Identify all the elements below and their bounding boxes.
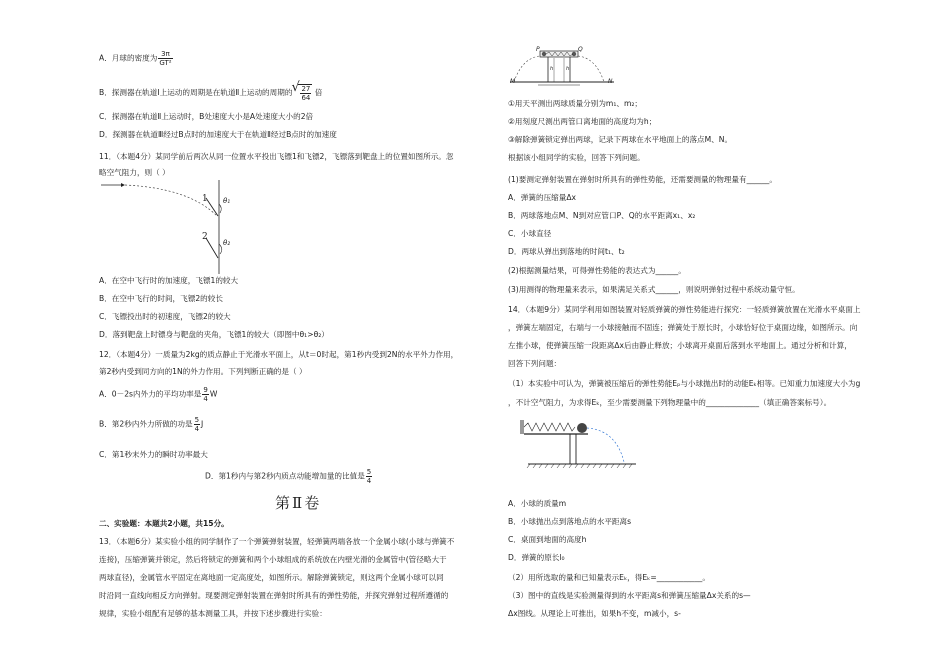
q11-option-d: D．落到靶盘上时镖身与靶盘的夹角，飞镖1的较大（即图中θ₁>θ₂） — [99, 330, 329, 339]
question-13-line-1: 13．（本题6分）某实验小组的同学制作了一个弹簧弹射装置，轻弹簧两端各放一个金属小球(小球与弹簧不 — [99, 537, 455, 546]
option-b-text: B．探测器在轨道Ⅰ上运动的周期是在轨道Ⅱ上运动的周期的 — [99, 88, 293, 97]
spring-table-figure — [520, 416, 640, 474]
label-n: N — [608, 78, 613, 85]
step-2: ②用刻度尺测出两管口离地面的高度均为h； — [508, 117, 657, 126]
step-1: ①用天平测出两球质量分别为m₁、m₂； — [508, 99, 643, 108]
numerator: 5 — [194, 416, 200, 424]
option-b — [99, 84, 322, 102]
unit: W — [209, 389, 218, 399]
numerator: 9 — [203, 386, 208, 394]
question-13-line-2: 连接)，压缩弹簧并锁定，然后将锁定的弹簧和两个小球组成的系统放在内壁光滑的金属管中(管径略大于 — [99, 555, 447, 564]
question-14-line-2: ，弹簧左端固定，右端与一小球接触而不固连；弹簧处于原长时，小球恰好位于桌面边缘，如图所示。向 — [508, 323, 858, 332]
sub-question-3: (3)用测得的物理量来表示，如果满足关系式______，则说明弹射过程中系统动量守恒。 — [508, 285, 800, 294]
question-14-part-1b: ，不计空气阻力，为求得Eₖ，至少需要测量下列物理量中的______________（填正确答案标号）。 — [508, 398, 832, 407]
denominator: 4 — [366, 477, 372, 485]
sub-question-2: (2)根据测量结果，可得弹性势能的表达式为______。 — [508, 266, 686, 275]
question-13-line-4: 时沿同一直线向相反方向弹射。现要测定弹射装置在弹射时所具有的弹性势能，并探究弹射过程所遵循的 — [99, 591, 449, 600]
question-14-part-1a: （1）本实验中可认为，弹簧被压缩后的弹性势能Eₚ与小球抛出时的动能Eₖ相等。已知重力加速度大小为g — [508, 379, 861, 388]
spring-launcher-figure — [508, 40, 618, 90]
step-3: ③解除弹簧锁定弹出两球，记录下两球在水平地面上的落点M、N。 — [508, 135, 733, 144]
fraction — [300, 85, 311, 102]
q12-option-c: C．第1秒末外力的瞬时功率最大 — [99, 450, 208, 459]
label-q: Q — [578, 46, 583, 53]
option-b-suffix: 倍 — [314, 88, 323, 97]
numerator: √ 27 — [301, 85, 311, 93]
q12-option-b — [99, 416, 203, 433]
dart-figure — [99, 176, 299, 276]
label-p: P — [536, 46, 540, 53]
denominator: GT² — [159, 59, 172, 67]
question-12: 12．（本题4分）一质量为2kg的质点静止于光滑水平面上，从t＝0时起，第1秒内受到2N的水平外力作用， — [99, 350, 459, 359]
sub-question-1: (1)要测定弹射装置在弹射时所具有的弹性势能，还需要测量的物理量有______。 — [508, 175, 777, 184]
question-14-part-2: （2）用所选取的量和已知量表示Eₖ，得Eₖ=____________。 — [508, 573, 710, 582]
q12-option-d — [205, 468, 373, 485]
denominator: 4 — [203, 395, 208, 403]
denominator: 4 — [194, 425, 200, 433]
section-2-heading: 二、实验题：本题共2小题，共15分。 — [99, 519, 229, 528]
fraction — [194, 416, 200, 433]
option-c: C．探测器在轨道Ⅱ上运动时，B处速度大小是A处速度大小的2倍 — [99, 112, 314, 121]
question-14-line-1: 14．（本题9分）某同学利用如图装置对轻质弹簧的弹性势能进行探究：一轻质弹簧放置在光滑水平桌面上 — [508, 305, 861, 314]
q14-option-c: C．桌面到地面的高度h — [508, 535, 587, 544]
q14-option-d: D．弹簧的原长l₀ — [508, 553, 565, 562]
r1-option-b: B．两球落地点M、N到对应管口P、Q的水平距离x₁、x₂ — [508, 211, 696, 220]
theta-2-label: θ₂ — [223, 239, 231, 247]
denominator: 64 — [301, 94, 311, 102]
q12-option-d-text: D．第1秒内与第2秒内质点动能增加量的比值是 — [205, 471, 365, 481]
question-11-cont: 略空气阻力，则（ ） — [99, 168, 170, 177]
q14-option-a: A．小球的质量m — [508, 499, 567, 508]
option-a-text: A．月球的密度为 — [99, 53, 158, 63]
question-13-line-5: 规律，实验小组配有足够的基本测量工具，并按下述步骤进行实验： — [99, 609, 327, 618]
option-d: D．探测器在轨道Ⅲ经过B点时的加速度大于在轨道Ⅱ经过B点时的加速度 — [99, 130, 337, 139]
q11-option-b: B．在空中飞行的时间，飞镖2的较长 — [99, 294, 223, 303]
unit: J — [201, 419, 204, 429]
numerator: 5 — [366, 468, 372, 476]
question-14-line-4: 回答下列问题： — [508, 359, 562, 368]
q12-option-b-text: B．第2秒内外力所做的功是 — [99, 419, 193, 429]
instruction: 根据该小组同学的实验，回答下列问题。 — [508, 153, 645, 162]
question-13-line-3: 两球直径)，金属管水平固定在离地面一定高度处，如图所示。解除弹簧锁定，则这两个金属小球可以同 — [99, 573, 444, 582]
question-14-part-3a: （3）图中的直线是实验测量得到的水平距离s和弹簧压缩量Δx关系的s— — [508, 591, 751, 600]
question-14-line-3: 左推小球，使弹簧压缩一段距离Δx后由静止释放；小球离开桌面后落到水平地面上。通过分析和计算， — [508, 341, 852, 350]
q12-option-a — [99, 386, 217, 403]
r1-option-a: A．弹簧的压缩量Δx — [508, 193, 577, 202]
r1-option-c: C．小球直径 — [508, 229, 552, 238]
q14-option-b: B．小球抛出点到落地点的水平距离s — [508, 517, 632, 526]
option-a — [99, 50, 174, 67]
r1-option-d: D．两球从弹出到落地的时间t₁、t₂ — [508, 247, 625, 256]
sqrt — [298, 84, 312, 102]
fraction — [158, 50, 172, 67]
fraction — [202, 386, 208, 403]
fraction — [366, 468, 372, 485]
label-m: M — [510, 78, 516, 85]
q11-option-c: C．飞镖投出时的初速度，飞镖2的较大 — [99, 312, 231, 321]
numerator: 3π — [158, 50, 172, 59]
label-h-right: h — [566, 66, 570, 72]
dart-2-label: 2 — [202, 232, 208, 242]
q12-option-a-text: A．0－2s内外力的平均功率是 — [99, 389, 202, 399]
q11-option-a: A．在空中飞行时的加速度，飞镖1的较大 — [99, 276, 239, 285]
section-title: 第Ⅱ卷 — [275, 494, 322, 512]
question-14-part-3b: Δx图线。从理论上可推出，如果h不变，m减小，s- — [508, 609, 681, 618]
dart-1-label: 1 — [202, 194, 208, 204]
question-12-cont: 第2秒内受到同方向的1N的外力作用。下列判断正确的是（ ） — [99, 367, 307, 376]
theta-1-label: θ₁ — [223, 197, 231, 205]
label-h-left: h — [550, 66, 554, 72]
question-11: 11．（本题4分）某同学前后两次从同一位置水平投出飞镖1和飞镖2，飞镖落到靶盘上的位置如图所示。忽 — [99, 152, 454, 161]
